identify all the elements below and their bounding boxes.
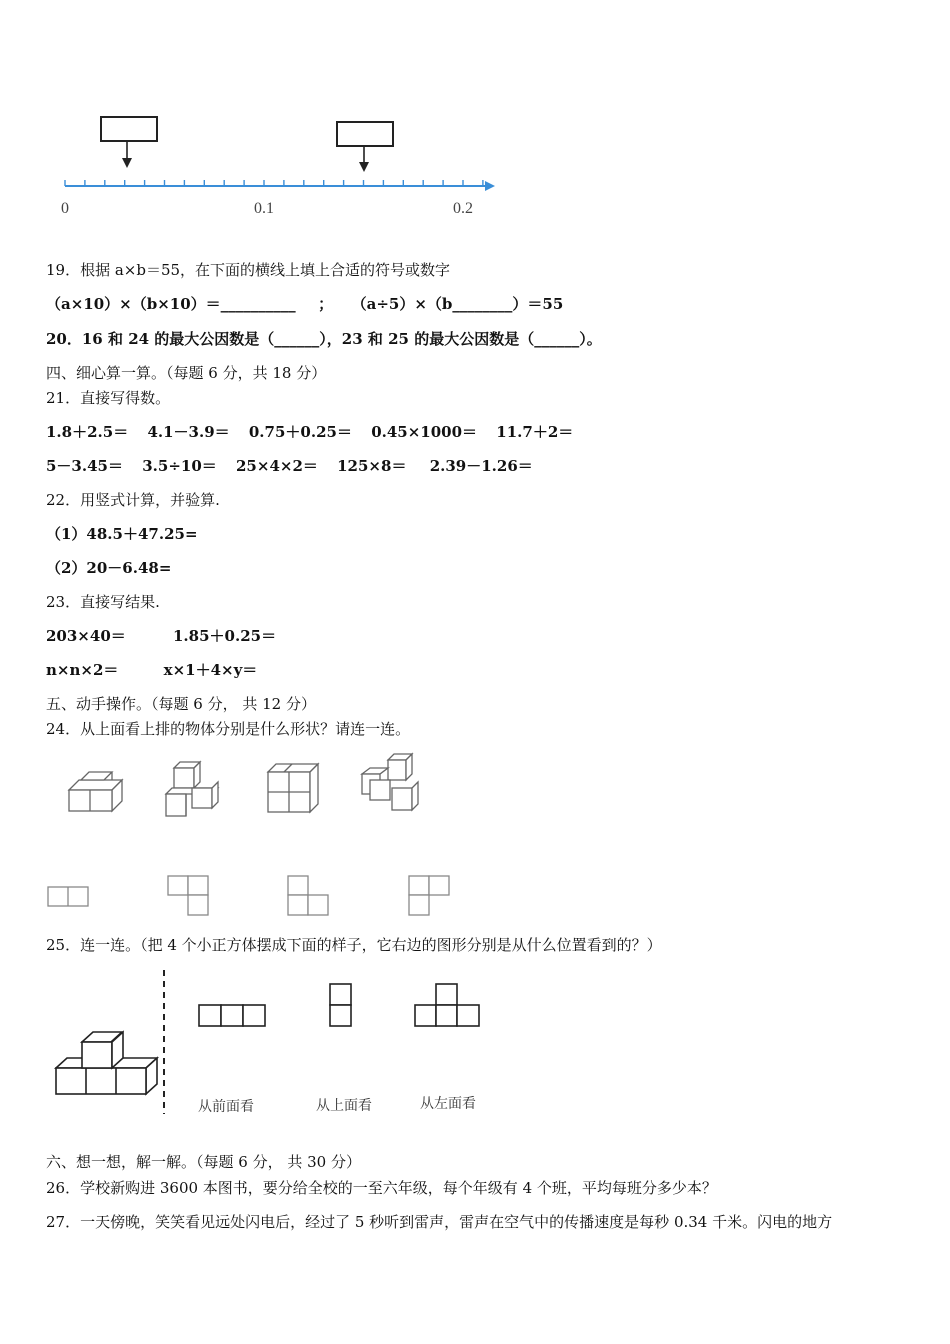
q26-text: 26．学校新购进 3600 本图书，要分给全校的一至六年级，每个年级有 4 个班，平均每班分多少本？	[46, 1179, 717, 1197]
q23-title: 23．直接写结果.	[46, 593, 160, 611]
q21-row2	[46, 456, 533, 476]
q25-figure	[46, 962, 506, 1122]
q22-item1: （1）48.5＋47.25=	[46, 525, 198, 543]
number-line-figure	[55, 110, 505, 220]
q24-object-3[interactable]	[268, 764, 318, 812]
q21-row1-item: 0.45×1000＝	[371, 423, 478, 441]
q25-view-front[interactable]	[199, 1005, 265, 1026]
q24-figure	[40, 748, 460, 923]
q24-object-2[interactable]	[166, 762, 218, 816]
section6-title: 六、想一想，解一解。（每题 6 分， 共 30 分）	[46, 1153, 361, 1171]
number-line-arrowhead	[485, 181, 495, 191]
q24-title: 24．从上面看上排的物体分别是什么形状？请连一连。	[46, 720, 411, 738]
number-line-label-0.2: 0.2	[453, 200, 473, 217]
q27-text: 27．一天傍晚，笑笑看见远处闪电后，经过了 5 秒听到雷声，雷声在空气中的传播速度是每秒 0.34 千米。闪电的地方	[46, 1213, 833, 1231]
answer-box-right[interactable]	[337, 122, 393, 146]
q19-semicolon: ；	[318, 295, 334, 313]
q23-row1	[46, 626, 276, 646]
q21-title: 21．直接写得数。	[46, 389, 171, 407]
q20-text: 20．16 和 24 的最大公因数是（______），23 和 25 的最大公因数是（______）。	[46, 330, 602, 348]
q22-item2: （2）20－6.48=	[46, 559, 172, 577]
q23-row2	[46, 660, 257, 680]
q21-row2-item: 5－3.45＝	[46, 457, 123, 475]
q21-row2-item: 25×4×2＝	[236, 457, 318, 475]
q21-row1	[46, 422, 573, 442]
q23-row2-item: n×n×2＝	[46, 661, 119, 679]
section4-title: 四、细心算一算。（每题 6 分，共 18 分）	[46, 364, 327, 382]
q19-prompt: 19．根据 a×b＝55，在下面的横线上填上合适的符号或数字	[46, 261, 451, 279]
caption-top: 从上面看	[316, 1098, 372, 1114]
q23-row1-item: 1.85＋0.25＝	[173, 627, 277, 645]
q21-row2-item: 2.39－1.26＝	[429, 457, 533, 475]
q24-view-1[interactable]	[48, 887, 88, 906]
q19-expr1: （a×10）×（b×10）＝__________	[46, 295, 296, 313]
q25-solid	[56, 1032, 157, 1094]
q25-view-top[interactable]	[330, 984, 351, 1026]
q21-row1-item: 0.75＋0.25＝	[248, 423, 352, 441]
number-line-label-0: 0	[61, 200, 69, 217]
q24-view-2[interactable]	[168, 876, 208, 915]
caption-front: 从前面看	[198, 1099, 254, 1115]
q24-object-1[interactable]	[69, 772, 122, 811]
q24-view-4[interactable]	[409, 876, 449, 915]
q24-view-3[interactable]	[288, 876, 328, 915]
q21-row1-item: 1.8＋2.5＝	[46, 423, 129, 441]
q23-row1-item: 203×40＝	[46, 627, 126, 645]
q23-row2-item: x×1＋4×y＝	[163, 661, 258, 679]
answer-box-left[interactable]	[101, 117, 157, 141]
q19-expressions	[46, 294, 563, 314]
q24-object-4[interactable]	[362, 754, 418, 810]
number-line-label-0.1: 0.1	[254, 200, 274, 217]
arrow-left-head	[122, 158, 132, 168]
q19-expr2: （a÷5）×（b________）＝55	[351, 295, 564, 313]
q25-view-left[interactable]	[415, 984, 479, 1026]
q21-row2-item: 125×8＝	[337, 457, 407, 475]
q21-row2-item: 3.5÷10＝	[142, 457, 217, 475]
section5-title: 五、动手操作。（每题 6 分， 共 12 分）	[46, 695, 316, 713]
q22-title: 22．用竖式计算，并验算.	[46, 491, 220, 509]
caption-left: 从左面看	[420, 1096, 476, 1112]
q21-row1-item: 4.1－3.9＝	[147, 423, 230, 441]
q21-row1-item: 11.7＋2＝	[496, 423, 574, 441]
q25-title: 25．连一连。（把 4 个小正方体摆成下面的样子，它右边的图形分别是从什么位置看到的？）	[46, 936, 662, 954]
arrow-right-head	[359, 162, 369, 172]
